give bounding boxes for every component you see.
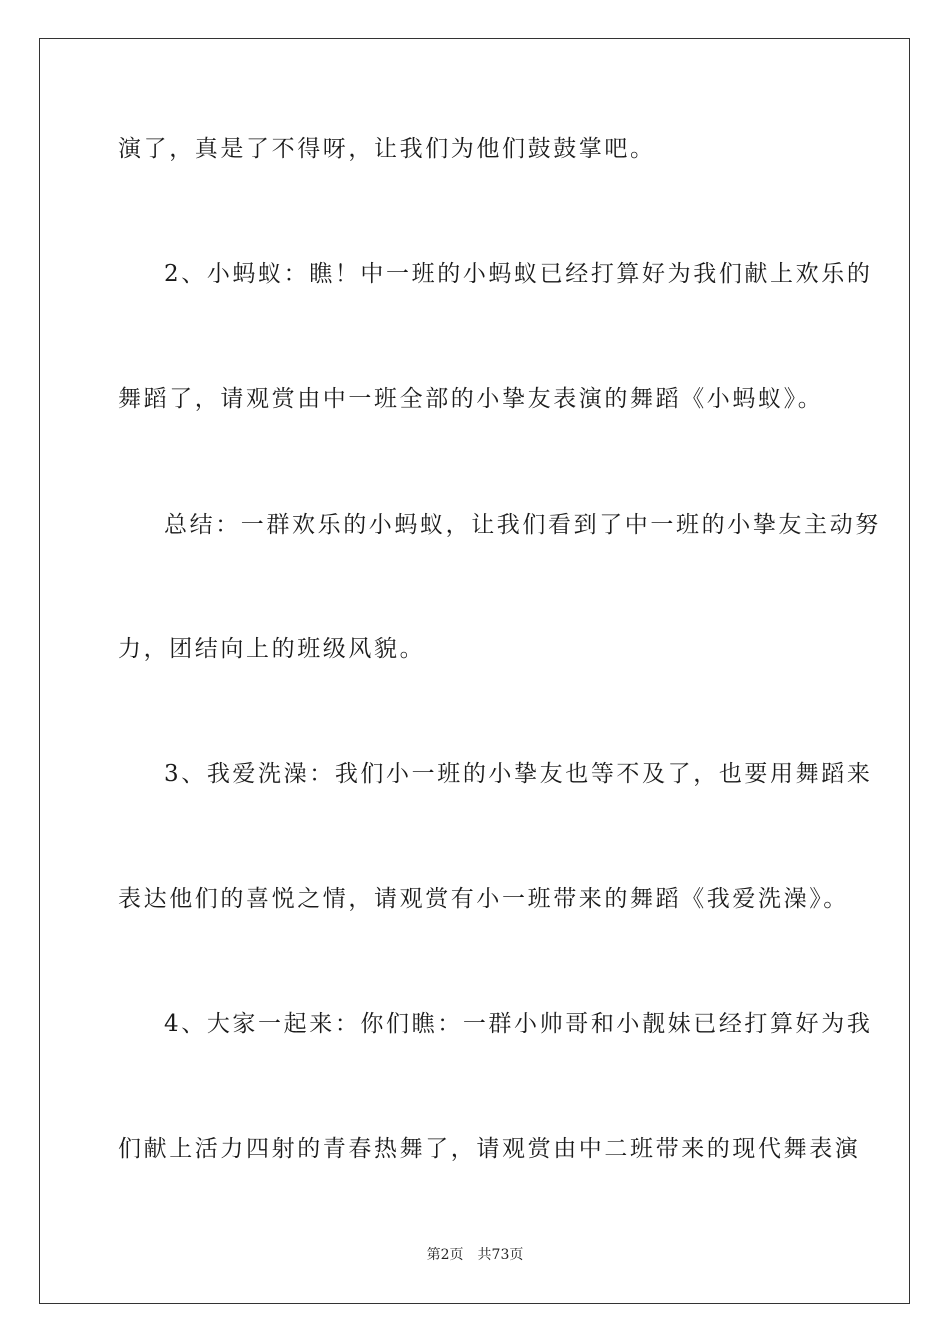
paragraph-line: 们献上活力四射的青春热舞了，请观赏由中二班带来的现代舞表演 [118, 1136, 861, 1162]
page-footer [0, 1246, 950, 1264]
page-total: 共73页 [477, 1247, 524, 1263]
paragraph-line: 力，团结向上的班级风貌。 [118, 636, 426, 662]
page-frame [39, 38, 910, 1304]
paragraph-line: 总结：一群欢乐的小蚂蚁，让我们看到了中一班的小挚友主动努 [164, 512, 881, 538]
paragraph-line: 表达他们的喜悦之情，请观赏有小一班带来的舞蹈《我爱洗澡》。 [118, 886, 849, 912]
paragraph-line: 演了，真是了不得呀，让我们为他们鼓鼓掌吧。 [118, 136, 656, 162]
paragraph-line: 舞蹈了，请观赏由中一班全部的小挚友表演的舞蹈《小蚂蚁》。 [118, 386, 824, 412]
paragraph-line: 4、大家一起来：你们瞧：一群小帅哥和小靓妹已经打算好为我 [164, 1011, 873, 1037]
paragraph-line: 3、我爱洗澡：我们小一班的小挚友也等不及了，也要用舞蹈来 [164, 761, 873, 787]
paragraph-line: 2、小蚂蚁：瞧！中一班的小蚂蚁已经打算好为我们献上欢乐的 [164, 261, 873, 287]
page-number: 第2页 [426, 1247, 464, 1263]
